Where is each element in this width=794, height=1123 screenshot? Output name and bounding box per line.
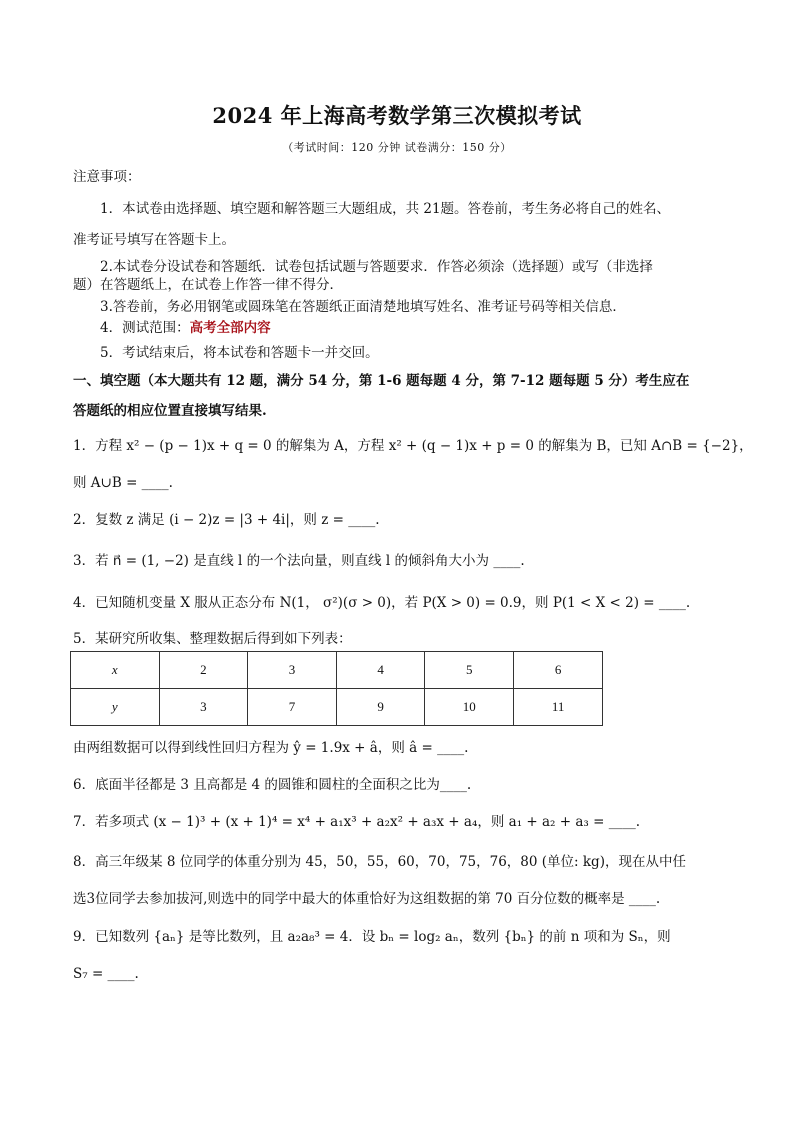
question-5-prompt: 由两组数据可以得到线性回归方程为 ŷ = 1.9x + â，则 â = ____. <box>73 740 469 756</box>
exam-title: 2024 年上海高考数学第三次模拟考试 <box>212 103 582 128</box>
note-4-label: 4．测试范围： <box>100 320 190 336</box>
question-7: 7．若多项式 (x − 1)³ + (x + 1)⁴ = x⁴ + a₁x³ + a₂x² + a₃x + a₄，则 a₁ + a₂ + a₃ = ____. <box>73 814 641 830</box>
question-8-line-2: 选3位同学去参加拔河,则选中的同学中最大的体重恰好为这组数据的第 70 百分位数的概率是 ____. <box>73 891 661 907</box>
question-1-line-2: 则 A∪B = ____. <box>73 475 173 491</box>
notes-heading: 注意事项： <box>73 169 141 185</box>
note-1-line-1: 1．本试卷由选择题、填空题和解答题三大题组成，共 21题。答卷前，考生务必将自己的姓名、 <box>100 201 671 217</box>
question-6: 6．底面半径都是 3 且高都是 4 的圆锥和圆柱的全面积之比为____. <box>73 777 472 793</box>
note-2-line-2: 题）在答题纸上，在试卷上作答一律不得分． <box>73 277 343 293</box>
exam-subtitle: （考试时间：120 分钟 试卷满分：150 分） <box>282 141 512 154</box>
table-row <box>71 652 603 689</box>
question-9-line-1: 9．已知数列 {aₙ} 是等比数列，且 a₂a₈³ = 4．设 bₙ = log₂ aₙ，数列 {bₙ} 的前 n 项和为 Sₙ，则 <box>73 929 671 945</box>
table-cell: 10 <box>425 689 514 726</box>
question-4: 4．已知随机变量 X 服从正态分布 N(1， σ²)(σ > 0)，若 P(X > 0) = 0.9，则 P(1 < X < 2) = ____. <box>73 595 691 611</box>
table-cell: 9 <box>336 689 425 726</box>
table-row <box>71 689 603 726</box>
question-5-data-table <box>70 651 603 726</box>
table-cell: 6 <box>514 652 603 689</box>
question-3: 3．若 n⃗ = (1, −2) 是直线 l 的一个法向量，则直线 l 的倾斜角大小为 ____. <box>73 553 525 569</box>
table-cell: y <box>71 689 160 726</box>
question-5-intro: 5．某研究所收集、整理数据后得到如下列表： <box>73 631 352 647</box>
note-4 <box>100 316 271 336</box>
note-5: 5．考试结束后，将本试卷和答题卡一并交回。 <box>100 345 379 361</box>
table-cell: 7 <box>248 689 337 726</box>
question-1-line-1: 1．方程 x² − (p − 1)x + q = 0 的解集为 A，方程 x² + (q − 1)x + p = 0 的解集为 B，已知 A∩B = {−2}， <box>73 438 753 454</box>
table-cell: 5 <box>425 652 514 689</box>
note-1-line-2: 准考证号填写在答题卡上。 <box>73 232 235 248</box>
table-cell: x <box>71 652 160 689</box>
section-1-heading-line-2: 答题纸的相应位置直接填写结果. <box>73 403 267 419</box>
note-3: 3.答卷前，务必用钢笔或圆珠笔在答题纸正面清楚地填写姓名、准考证号码等相关信息． <box>100 299 626 315</box>
question-9-line-2: S₇ = ____. <box>73 966 139 982</box>
section-1-heading-line-1: 一、填空题（本大题共有 12 题，满分 54 分，第 1-6 题每题 4 分，第 7-12 题每题 5 分）考生应在 <box>73 373 690 389</box>
table-cell: 3 <box>159 689 248 726</box>
table-cell: 4 <box>336 652 425 689</box>
note-4-scope: 高考全部内容 <box>189 320 271 336</box>
table-cell: 2 <box>159 652 248 689</box>
table-cell: 11 <box>514 689 603 726</box>
note-2-line-1: 2.本试卷分设试卷和答题纸．试卷包括试题与答题要求．作答必须涂（选择题）或写（非选择 <box>100 259 653 275</box>
question-2: 2．复数 z 满足 (i − 2)z = |3 + 4i|，则 z = ____. <box>73 512 380 528</box>
question-8-line-1: 8．高三年级某 8 位同学的体重分别为 45，50，55，60，70，75，76，80 (单位: kg)，现在从中任 <box>73 854 686 870</box>
table-cell: 3 <box>248 652 337 689</box>
